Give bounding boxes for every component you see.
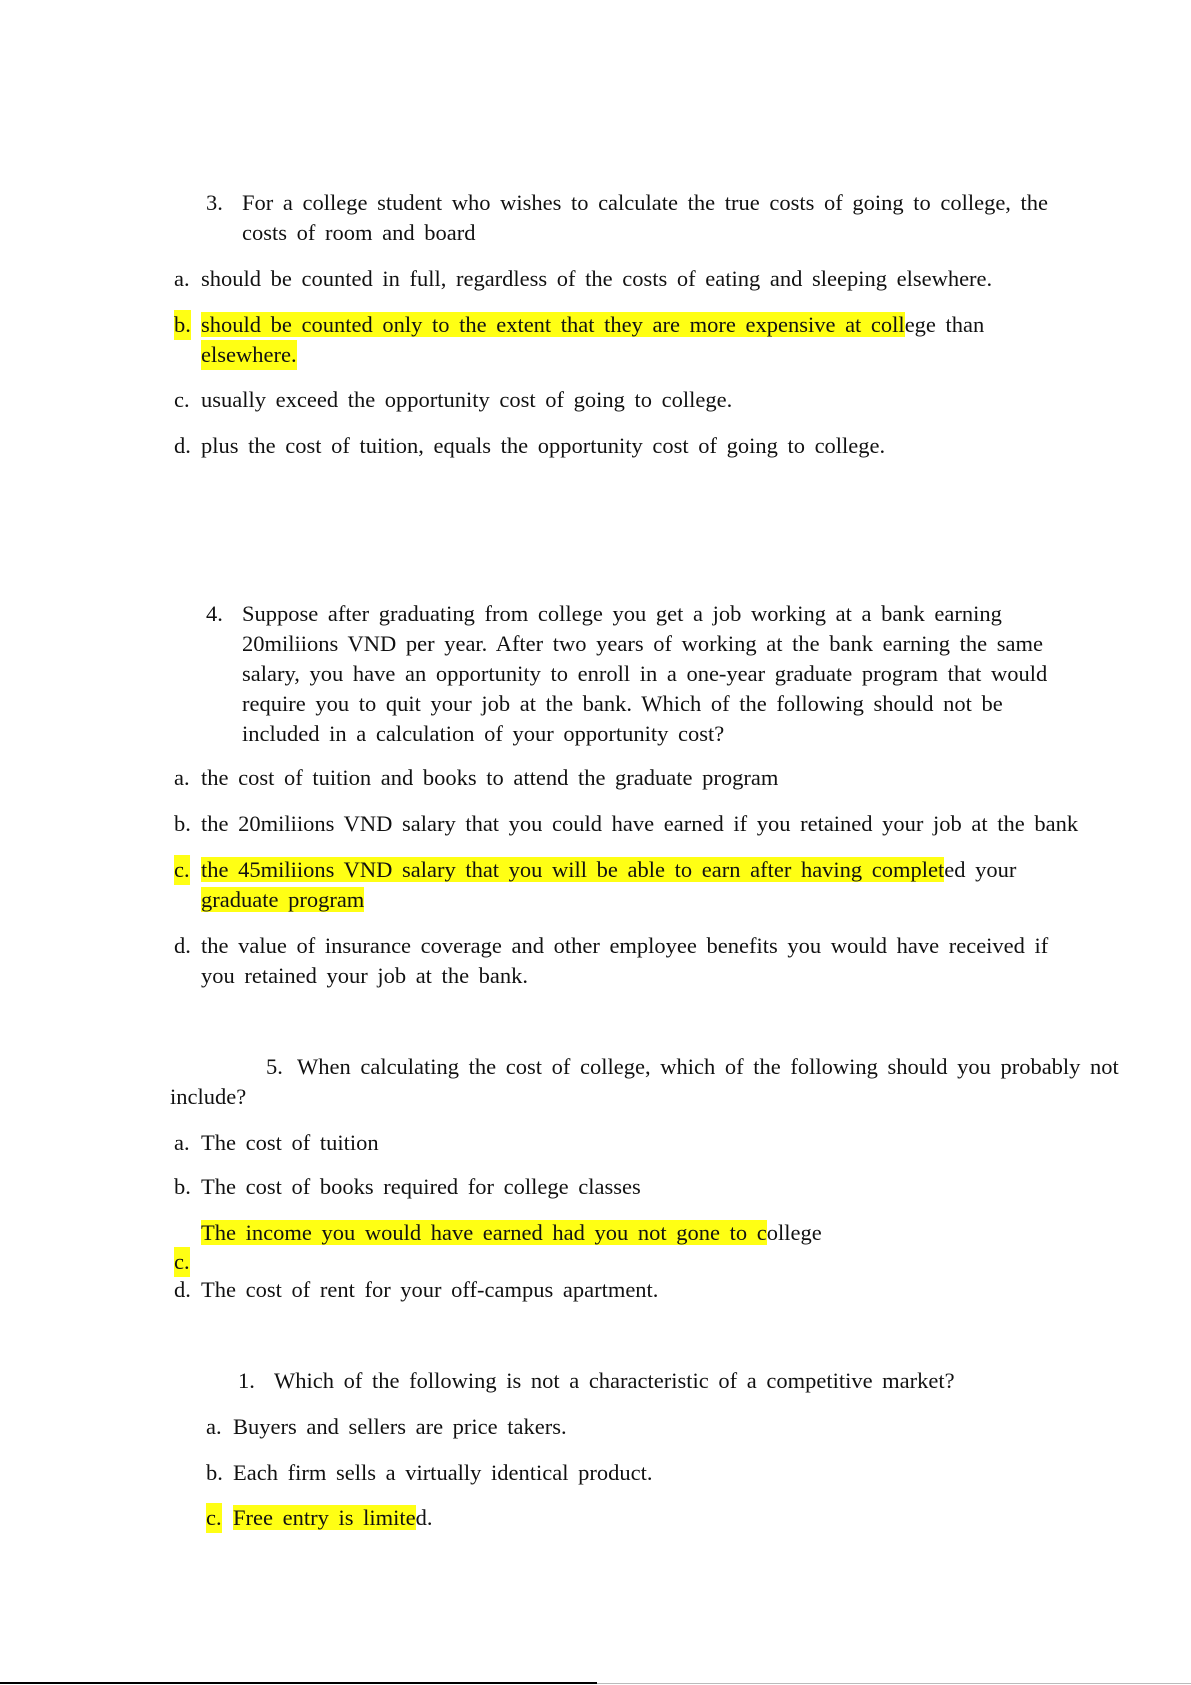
question-3-stem-line-2: costs of room and board (242, 220, 476, 245)
page-bottom-rule-faint (597, 1683, 1191, 1684)
option-text (201, 1218, 822, 1248)
plain-text: ed your (944, 857, 1017, 882)
question-1-stem: Which of the following is not a characteristic of a competitive market? (274, 1368, 955, 1393)
option-text (233, 1503, 432, 1533)
option-text (201, 310, 984, 340)
option-text: should be counted in full, regardless of the costs of eating and sleeping elsewhere. (201, 266, 993, 291)
option-text: Buyers and sellers are price takers. (233, 1414, 567, 1439)
option-text: the 20miliions VND salary that you could have earned if you retained your job at the bank (201, 811, 1079, 836)
question-4-stem-line-5: included in a calculation of your opportunity cost? (242, 721, 725, 746)
question-4-stem-line-1: Suppose after graduating from college you get a job working at a bank earning (242, 601, 1002, 626)
option-letter: a. (174, 266, 190, 291)
option-text: the cost of tuition and books to attend the graduate program (201, 765, 779, 790)
question-4-number: 4. (206, 601, 223, 626)
option-letter: d. (174, 433, 191, 458)
option-letter: c. (174, 387, 190, 412)
option-text-line-2: you retained your job at the bank. (201, 963, 529, 988)
option-text: The cost of tuition (201, 1130, 379, 1155)
option-text (201, 855, 1016, 885)
option-text: usually exceed the opportunity cost of going to college. (201, 387, 733, 412)
option-text: The cost of rent for your off-campus apartment. (201, 1277, 659, 1302)
plain-text: d. (415, 1505, 433, 1530)
option-letter-highlighted: b. (174, 310, 191, 340)
option-letter: a. (206, 1414, 222, 1439)
option-letter: b. (206, 1460, 223, 1485)
highlighted-text: Free entry is limite (233, 1505, 416, 1530)
plain-text: ollege (766, 1220, 822, 1245)
question-5-stem-line-2: include? (170, 1084, 247, 1109)
question-4-stem-line-4: require you to quit your job at the bank. Which of the following should not be (242, 691, 1003, 716)
highlighted-text: graduate program (201, 887, 365, 912)
option-letter: b. (174, 811, 191, 836)
option-letter: d. (174, 933, 191, 958)
option-text: The cost of books required for college classes (201, 1174, 641, 1199)
question-5-number: 5. (266, 1054, 283, 1079)
option-letter-highlighted: c. (174, 1247, 190, 1277)
question-3-number: 3. (206, 190, 223, 215)
highlighted-text: The income you would have earned had you not gone to c (201, 1220, 767, 1245)
option-letter: a. (174, 1130, 190, 1155)
question-5-stem-line-1: When calculating the cost of college, which of the following should you probably not (297, 1054, 1119, 1079)
question-3-stem-line-1: For a college student who wishes to calculate the true costs of going to college, the (242, 190, 1049, 215)
highlighted-text: the 45miliions VND salary that you will be able to earn after having complet (201, 857, 945, 882)
option-letter: a. (174, 765, 190, 790)
plain-text: ege than (904, 312, 985, 337)
option-text: plus the cost of tuition, equals the opportunity cost of going to college. (201, 433, 886, 458)
option-text-line-2-highlighted: elsewhere. (201, 340, 297, 370)
question-4-stem-line-2: 20miliions VND per year. After two years of working at the bank earning the same (242, 631, 1044, 656)
question-4-stem-line-3: salary, you have an opportunity to enroll in a one-year graduate program that would (242, 661, 1048, 686)
option-text-line-2 (201, 885, 364, 915)
option-text: the value of insurance coverage and other employee benefits you would have received if (201, 933, 1049, 958)
option-letter-highlighted: c. (206, 1503, 222, 1533)
option-letter: d. (174, 1277, 191, 1302)
option-text: Each firm sells a virtually identical product. (233, 1460, 653, 1485)
option-letter: b. (174, 1174, 191, 1199)
option-letter-highlighted: c. (174, 855, 190, 885)
highlighted-text: should be counted only to the extent that they are more expensive at coll (201, 312, 905, 337)
question-1-number: 1. (238, 1368, 255, 1393)
page-bottom-rule (0, 1682, 597, 1684)
